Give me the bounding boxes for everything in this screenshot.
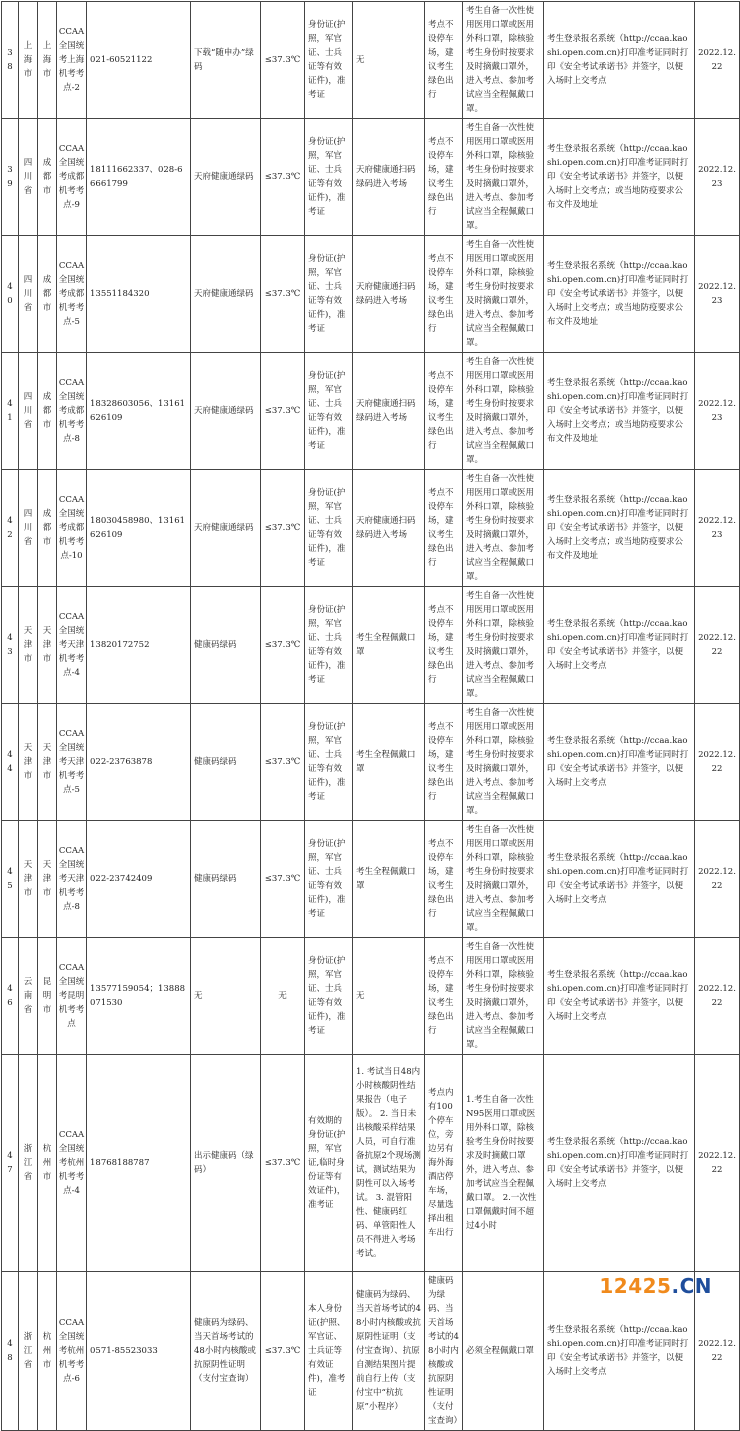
health-code-requirement: 下载“随申办”绿码 bbox=[191, 2, 261, 119]
temperature-limit: ≤37.3℃ bbox=[261, 704, 305, 821]
exam-date: 2022.12.23 bbox=[695, 353, 740, 470]
exam-center-name: CCAA全国统考成都机考考点-10 bbox=[57, 470, 87, 587]
parking-info: 考点不设停车场，建议考生绿色出行 bbox=[425, 236, 463, 353]
city-cell: 成都市 bbox=[38, 470, 57, 587]
extra-requirement: 天府健康通扫码绿码进入考场 bbox=[353, 353, 425, 470]
city-cell: 昆明市 bbox=[38, 938, 57, 1055]
parking-info: 健康码为绿码、当天首场考试的48小时内核酸或抗原阴性证明（支付宝查询） bbox=[425, 1272, 463, 1431]
parking-info: 考点不设停车场，建议考生绿色出行 bbox=[425, 2, 463, 119]
health-code-requirement: 健康码为绿码、当天首场考试的48小时内核酸或抗原阴性证明（支付宝查询） bbox=[191, 1272, 261, 1431]
temperature-limit: ≤37.3℃ bbox=[261, 470, 305, 587]
table-row bbox=[2, 2, 740, 119]
parking-info: 考点不设停车场，建议考生绿色出行 bbox=[425, 587, 463, 704]
exam-center-table bbox=[1, 1, 740, 1431]
health-code-requirement: 健康码绿码 bbox=[191, 587, 261, 704]
parking-info: 考点内有100个停车位，旁边另有海外海酒店停车场，尽量选择出租车出行 bbox=[425, 1055, 463, 1272]
id-document-requirement: 身份证(护照，军官证、士兵证等有效证件)，准考证 bbox=[305, 470, 353, 587]
exam-date: 2022.12.22 bbox=[695, 938, 740, 1055]
city-cell: 成都市 bbox=[38, 119, 57, 236]
registration-notice: 考生登录报名系统（http://ccaa.kaoshi.open.com.cn)打印准考证同时打印《安全考试承诺书》并签字，以便入场时上交考点 bbox=[544, 1055, 695, 1272]
temperature-limit: ≤37.3℃ bbox=[261, 119, 305, 236]
exam-date: 2022.12.22 bbox=[695, 2, 740, 119]
row-number: 47 bbox=[2, 1055, 19, 1272]
registration-notice: 考生登录报名系统（http://ccaa.kaoshi.open.com.cn)打印准考证同时打印《安全考试承诺书》并签字，以便入场时上交考点 bbox=[544, 2, 695, 119]
id-document-requirement: 身份证(护照，军官证、士兵证等有效证件)，准考证 bbox=[305, 119, 353, 236]
province-cell: 四川省 bbox=[19, 353, 38, 470]
exam-date: 2022.12.22 bbox=[695, 1272, 740, 1431]
health-code-requirement: 健康码绿码 bbox=[191, 704, 261, 821]
province-cell: 上海市 bbox=[19, 2, 38, 119]
province-cell: 天津市 bbox=[19, 704, 38, 821]
extra-requirement: 无 bbox=[353, 2, 425, 119]
registration-notice: 考生登录报名系统（http://ccaa.kaoshi.open.com.cn)打印准考证同时打印《安全考试承诺书》并签字，以便入场时上交考点 bbox=[544, 587, 695, 704]
province-cell: 浙江省 bbox=[19, 1272, 38, 1431]
contact-phone: 13551184320 bbox=[87, 236, 191, 353]
province-cell: 天津市 bbox=[19, 587, 38, 704]
watermark-domain: .CN bbox=[671, 1274, 712, 1298]
city-cell: 杭州市 bbox=[38, 1055, 57, 1272]
contact-phone: 022-23763878 bbox=[87, 704, 191, 821]
table-row bbox=[2, 704, 740, 821]
temperature-limit: ≤37.3℃ bbox=[261, 236, 305, 353]
id-document-requirement: 身份证(护照，军官证、士兵证等有效证件)，准考证 bbox=[305, 587, 353, 704]
row-number: 48 bbox=[2, 1272, 19, 1431]
mask-requirement: 考生自备一次性使用医用口罩或医用外科口罩，除核验考生身份时按要求及时摘戴口罩外，进入考点、参加考试应当全程佩戴口罩。 bbox=[463, 2, 544, 119]
exam-center-name: CCAA全国统考成都机考考点-8 bbox=[57, 353, 87, 470]
exam-center-name: CCAA全国统考成都机考考点-5 bbox=[57, 236, 87, 353]
exam-center-name: CCAA全国统考天津机考考点-8 bbox=[57, 821, 87, 938]
temperature-limit: ≤37.3℃ bbox=[261, 1055, 305, 1272]
province-cell: 浙江省 bbox=[19, 1055, 38, 1272]
contact-phone: 18328603056、13161626109 bbox=[87, 353, 191, 470]
row-number: 38 bbox=[2, 2, 19, 119]
exam-date: 2022.12.22 bbox=[695, 704, 740, 821]
exam-date: 2022.12.23 bbox=[695, 236, 740, 353]
table-row bbox=[2, 236, 740, 353]
exam-center-name: CCAA全国统考成都机考考点-9 bbox=[57, 119, 87, 236]
city-cell: 成都市 bbox=[38, 236, 57, 353]
health-code-requirement: 天府健康通绿码 bbox=[191, 119, 261, 236]
city-cell: 天津市 bbox=[38, 587, 57, 704]
extra-requirement: 1. 考试当日48内小时核酸阴性结果报告（电子版）。 2. 当日未出核酸采样结果人员，可自行准备抗原2个现场测试，测试结果为阴性可以入场考试。 3. 混管阳性、健康码红码、单管阳性人员不得进入考场考试。 bbox=[353, 1055, 425, 1272]
exam-center-name: CCAA全国统考杭州机考考点-6 bbox=[57, 1272, 87, 1431]
exam-date: 2022.12.22 bbox=[695, 587, 740, 704]
id-document-requirement: 身份证(护照，军官证、士兵证等有效证件)，准考证 bbox=[305, 704, 353, 821]
parking-info: 考点不设停车场，建议考生绿色出行 bbox=[425, 821, 463, 938]
row-number: 42 bbox=[2, 470, 19, 587]
row-number: 46 bbox=[2, 938, 19, 1055]
id-document-requirement: 身份证(护照，军官证、士兵证等有效证件)，准考证 bbox=[305, 236, 353, 353]
table-row bbox=[2, 119, 740, 236]
temperature-limit: ≤37.3℃ bbox=[261, 353, 305, 470]
mask-requirement: 必须全程佩戴口罩 bbox=[463, 1272, 544, 1431]
registration-notice: 考生登录报名系统（http://ccaa.kaoshi.open.com.cn)打印准考证同时打印《安全考试承诺书》并签字，以便入场时上交考点 bbox=[544, 1272, 695, 1431]
table-row bbox=[2, 470, 740, 587]
table-row bbox=[2, 938, 740, 1055]
row-number: 39 bbox=[2, 119, 19, 236]
extra-requirement: 天府健康通扫码绿码进入考场 bbox=[353, 236, 425, 353]
contact-phone: 18111662337、028-66661799 bbox=[87, 119, 191, 236]
contact-phone: 13820172752 bbox=[87, 587, 191, 704]
mask-requirement: 考生自备一次性使用医用口罩或医用外科口罩，除核验考生身份时按要求及时摘戴口罩外，进入考点、参加考试应当全程佩戴口罩。 bbox=[463, 353, 544, 470]
city-cell: 成都市 bbox=[38, 353, 57, 470]
extra-requirement: 健康码为绿码、当天首场考试的48小时内核酸或抗原阴性证明（支付宝查询）、抗原自测结果图片提前自行上传（支付宝中“杭抗原”小程序） bbox=[353, 1272, 425, 1431]
temperature-limit: ≤37.3℃ bbox=[261, 821, 305, 938]
contact-phone: 18030458980、13161626109 bbox=[87, 470, 191, 587]
parking-info: 考点不设停车场，建议考生绿色出行 bbox=[425, 704, 463, 821]
mask-requirement: 考生自备一次性使用医用口罩或医用外科口罩，除核验考生身份时按要求及时摘戴口罩外，进入考点、参加考试应当全程佩戴口罩。 bbox=[463, 119, 544, 236]
exam-center-name: CCAA全国统考天津机考考点-5 bbox=[57, 704, 87, 821]
health-code-requirement: 出示健康码（绿码） bbox=[191, 1055, 261, 1272]
mask-requirement: 考生自备一次性使用医用口罩或医用外科口罩，除核验考生身份时按要求及时摘戴口罩外，进入考点、参加考试应当全程佩戴口罩。 bbox=[463, 938, 544, 1055]
extra-requirement: 考生全程佩戴口罩 bbox=[353, 704, 425, 821]
health-code-requirement: 天府健康通绿码 bbox=[191, 470, 261, 587]
registration-notice: 考生登录报名系统（http://ccaa.kaoshi.open.com.cn)打印准考证同时打印《安全考试承诺书》并签字，以便入场时上交考点 bbox=[544, 938, 695, 1055]
province-cell: 云南省 bbox=[19, 938, 38, 1055]
row-number: 44 bbox=[2, 704, 19, 821]
province-cell: 四川省 bbox=[19, 470, 38, 587]
contact-phone: 022-23742409 bbox=[87, 821, 191, 938]
extra-requirement: 天府健康通扫码绿码进入考场 bbox=[353, 119, 425, 236]
mask-requirement: 考生自备一次性使用医用口罩或医用外科口罩，除核验考生身份时按要求及时摘戴口罩外，进入考点、参加考试应当全程佩戴口罩。 bbox=[463, 821, 544, 938]
province-cell: 天津市 bbox=[19, 821, 38, 938]
extra-requirement: 考生全程佩戴口罩 bbox=[353, 821, 425, 938]
id-document-requirement: 身份证(护照，军官证、士兵证等有效证件)，准考证 bbox=[305, 938, 353, 1055]
temperature-limit: ≤37.3℃ bbox=[261, 587, 305, 704]
registration-notice: 考生登录报名系统（http://ccaa.kaoshi.open.com.cn)打印准考证同时打印《安全考试承诺书》并签字，以便入场时上交考点 bbox=[544, 704, 695, 821]
registration-notice: 考生登录报名系统（http://ccaa.kaoshi.open.com.cn)打印准考证同时打印《安全考试承诺书》并签字，以便入场时上交考点 bbox=[544, 821, 695, 938]
watermark-number: 12425 bbox=[599, 1274, 672, 1298]
table-row bbox=[2, 1055, 740, 1272]
id-document-requirement: 身份证(护照，军官证、士兵证等有效证件)，准考证 bbox=[305, 2, 353, 119]
city-cell: 上海市 bbox=[38, 2, 57, 119]
id-document-requirement: 有效期的身份证(护照，军官证,临时身份证等有效证件)，准考证 bbox=[305, 1055, 353, 1272]
extra-requirement: 考生全程佩戴口罩 bbox=[353, 587, 425, 704]
table-row bbox=[2, 353, 740, 470]
mask-requirement: 1.考生自备一次性N95医用口罩或医用外科口罩，除核验考生身份时按要求及时摘戴口罩外，进入考点、参加考试应当全程佩戴口罩。 2.一次性口罩佩戴时间不超过4小时 bbox=[463, 1055, 544, 1272]
parking-info: 考点不设停车场，建议考生绿色出行 bbox=[425, 119, 463, 236]
table-row bbox=[2, 587, 740, 704]
exam-date: 2022.12.22 bbox=[695, 1055, 740, 1272]
temperature-limit: 无 bbox=[261, 938, 305, 1055]
id-document-requirement: 身份证(护照，军官证、士兵证等有效证件)，准考证 bbox=[305, 821, 353, 938]
registration-notice: 考生登录报名系统（http://ccaa.kaoshi.open.com.cn)打印准考证同时打印《安全考试承诺书》并签字，以便入场时上交考点；或当地防疫要求公布文件及地址 bbox=[544, 236, 695, 353]
registration-notice: 考生登录报名系统（http://ccaa.kaoshi.open.com.cn)打印准考证同时打印《安全考试承诺书》并签字，以便入场时上交考点；或当地防疫要求公布文件及地址 bbox=[544, 470, 695, 587]
id-document-requirement: 身份证(护照，军官证、士兵证等有效证件)，准考证 bbox=[305, 353, 353, 470]
exam-center-name: CCAA全国统考昆明机考考点 bbox=[57, 938, 87, 1055]
contact-phone: 18768188787 bbox=[87, 1055, 191, 1272]
temperature-limit: ≤37.3℃ bbox=[261, 2, 305, 119]
mask-requirement: 考生自备一次性使用医用口罩或医用外科口罩，除核验考生身份时按要求及时摘戴口罩外，进入考点、参加考试应当全程佩戴口罩。 bbox=[463, 587, 544, 704]
exam-date: 2022.12.23 bbox=[695, 470, 740, 587]
parking-info: 考点不设停车场，建议考生绿色出行 bbox=[425, 938, 463, 1055]
extra-requirement: 天府健康通扫码绿码进入考场 bbox=[353, 470, 425, 587]
city-cell: 杭州市 bbox=[38, 1272, 57, 1431]
row-number: 40 bbox=[2, 236, 19, 353]
contact-phone: 0571-85523033 bbox=[87, 1272, 191, 1431]
city-cell: 天津市 bbox=[38, 704, 57, 821]
row-number: 43 bbox=[2, 587, 19, 704]
row-number: 45 bbox=[2, 821, 19, 938]
parking-info: 考点不设停车场，建议考生绿色出行 bbox=[425, 470, 463, 587]
id-document-requirement: 本人身份证(护照、军官证、士兵证等有效证件)，准考证 bbox=[305, 1272, 353, 1431]
registration-notice: 考生登录报名系统（http://ccaa.kaoshi.open.com.cn)打印准考证同时打印《安全考试承诺书》并签字，以便入场时上交考点；或当地防疫要求公布文件及地址 bbox=[544, 353, 695, 470]
mask-requirement: 考生自备一次性使用医用口罩或医用外科口罩，除核验考生身份时按要求及时摘戴口罩外，进入考点、参加考试应当全程佩戴口罩。 bbox=[463, 236, 544, 353]
parking-info: 考点不设停车场，建议考生绿色出行 bbox=[425, 353, 463, 470]
mask-requirement: 考生自备一次性使用医用口罩或医用外科口罩，除核验考生身份时按要求及时摘戴口罩外，进入考点、参加考试应当全程佩戴口罩。 bbox=[463, 704, 544, 821]
health-code-requirement: 天府健康通绿码 bbox=[191, 353, 261, 470]
exam-center-name: CCAA全国统考上海机考考点-2 bbox=[57, 2, 87, 119]
province-cell: 四川省 bbox=[19, 119, 38, 236]
exam-date: 2022.12.22 bbox=[695, 821, 740, 938]
contact-phone: 021-60521122 bbox=[87, 2, 191, 119]
temperature-limit: ≤37.3℃ bbox=[261, 1272, 305, 1431]
contact-phone: 13577159054；13888071530 bbox=[87, 938, 191, 1055]
exam-center-name: CCAA全国统考杭州机考考点-4 bbox=[57, 1055, 87, 1272]
table-body bbox=[2, 2, 740, 1431]
health-code-requirement: 天府健康通绿码 bbox=[191, 236, 261, 353]
registration-notice: 考生登录报名系统（http://ccaa.kaoshi.open.com.cn)打印准考证同时打印《安全考试承诺书》并签字，以便入场时上交考点；或当地防疫要求公布文件及地址 bbox=[544, 119, 695, 236]
province-cell: 四川省 bbox=[19, 236, 38, 353]
city-cell: 天津市 bbox=[38, 821, 57, 938]
health-code-requirement: 健康码绿码 bbox=[191, 821, 261, 938]
row-number: 41 bbox=[2, 353, 19, 470]
health-code-requirement: 无 bbox=[191, 938, 261, 1055]
site-watermark bbox=[599, 1274, 712, 1298]
extra-requirement: 无 bbox=[353, 938, 425, 1055]
table-row bbox=[2, 821, 740, 938]
mask-requirement: 考生自备一次性使用医用口罩或医用外科口罩，除核验考生身份时按要求及时摘戴口罩外，进入考点、参加考试应当全程佩戴口罩。 bbox=[463, 470, 544, 587]
exam-date: 2022.12.23 bbox=[695, 119, 740, 236]
exam-center-name: CCAA全国统考天津机考考点-4 bbox=[57, 587, 87, 704]
